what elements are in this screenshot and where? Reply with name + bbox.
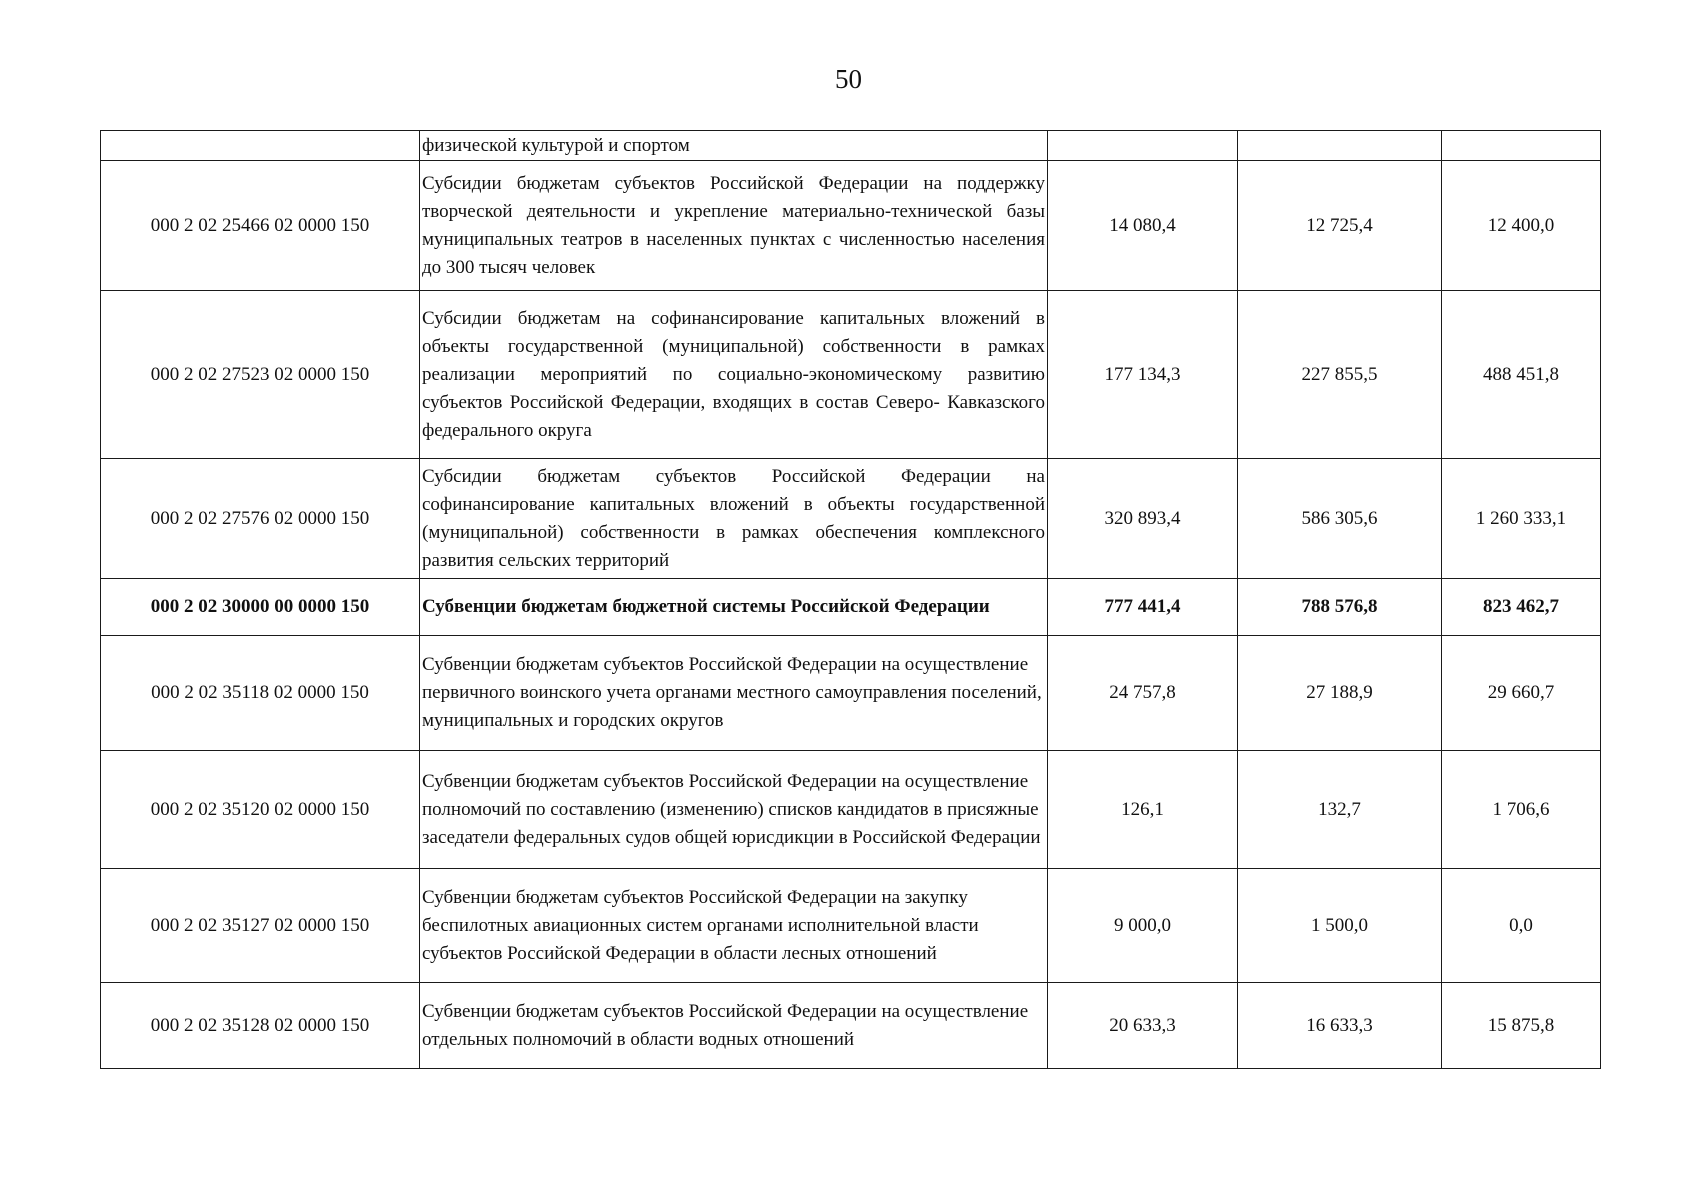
row-value-3-cell: 488 451,8 <box>1442 291 1601 459</box>
row-value-2-cell: 788 576,8 <box>1238 579 1442 636</box>
row-value-2-cell: 27 188,9 <box>1238 636 1442 751</box>
table-row <box>101 636 1601 751</box>
row-value-3-cell: 15 875,8 <box>1442 983 1601 1069</box>
row-description-cell: Субвенции бюджетам субъектов Российской Федерации на осуществление первичного воинского учета органами местного самоуправления поселений, муниципальных и городских округов <box>420 636 1048 751</box>
row-value-1-cell: 777 441,4 <box>1048 579 1238 636</box>
row-value-1-cell: 177 134,3 <box>1048 291 1238 459</box>
row-value-3-cell: 29 660,7 <box>1442 636 1601 751</box>
row-value-1-cell: 320 893,4 <box>1048 459 1238 579</box>
row-code-cell: 000 2 02 35120 02 0000 150 <box>101 751 420 869</box>
table-row <box>101 869 1601 983</box>
row-value-2-cell: 16 633,3 <box>1238 983 1442 1069</box>
table-row <box>101 131 1601 161</box>
row-value-3-cell: 1 260 333,1 <box>1442 459 1601 579</box>
row-value-2-cell: 227 855,5 <box>1238 291 1442 459</box>
table-row <box>101 161 1601 291</box>
budget-table <box>100 130 1601 1069</box>
row-code-cell: 000 2 02 27523 02 0000 150 <box>101 291 420 459</box>
row-description-cell: Субвенции бюджетам субъектов Российской Федерации на закупку беспилотных авиационных систем органами исполнительной власти субъектов Российской Федерации в области лесных отношений <box>420 869 1048 983</box>
row-value-2-cell: 586 305,6 <box>1238 459 1442 579</box>
row-code-cell: 000 2 02 27576 02 0000 150 <box>101 459 420 579</box>
row-value-3-cell: 823 462,7 <box>1442 579 1601 636</box>
row-description-cell: Субвенции бюджетам субъектов Российской Федерации на осуществление полномочий по составлению (изменению) списков кандидатов в присяжные заседатели федеральных судов общей юрисдикции в Российской Федерации <box>420 751 1048 869</box>
row-value-1-cell: 20 633,3 <box>1048 983 1238 1069</box>
row-value-3-cell: 1 706,6 <box>1442 751 1601 869</box>
budget-table-body <box>101 131 1601 1069</box>
row-value-3-cell: 12 400,0 <box>1442 161 1601 291</box>
row-value-1-cell <box>1048 131 1238 161</box>
row-value-3-cell: 0,0 <box>1442 869 1601 983</box>
row-code-cell: 000 2 02 35118 02 0000 150 <box>101 636 420 751</box>
row-code-cell: 000 2 02 35127 02 0000 150 <box>101 869 420 983</box>
row-value-2-cell: 12 725,4 <box>1238 161 1442 291</box>
row-code-cell <box>101 131 420 161</box>
row-value-2-cell: 1 500,0 <box>1238 869 1442 983</box>
page-number: 50 <box>835 64 862 94</box>
row-code-cell: 000 2 02 35128 02 0000 150 <box>101 983 420 1069</box>
row-value-2-cell: 132,7 <box>1238 751 1442 869</box>
table-row <box>101 291 1601 459</box>
row-description-cell: Субсидии бюджетам субъектов Российской Федерации на софинансирование капитальных вложений в объекты государственной (муниципальной) собственности в рамках обеспечения комплексного развития сельских территорий <box>420 459 1048 579</box>
row-description-cell: Субвенции бюджетам бюджетной системы Российской Федерации <box>420 579 1048 636</box>
row-value-1-cell: 126,1 <box>1048 751 1238 869</box>
row-description-cell: Субвенции бюджетам субъектов Российской Федерации на осуществление отдельных полномочий в области водных отношений <box>420 983 1048 1069</box>
row-value-2-cell <box>1238 131 1442 161</box>
row-code-cell: 000 2 02 30000 00 0000 150 <box>101 579 420 636</box>
table-row <box>101 579 1601 636</box>
row-value-1-cell: 14 080,4 <box>1048 161 1238 291</box>
row-value-3-cell <box>1442 131 1601 161</box>
row-description-cell: Субсидии бюджетам субъектов Российской Федерации на поддержку творческой деятельности и укрепление материально-технической базы муниципальных театров в населенных пунктах с численностью населения до 300 тысяч человек <box>420 161 1048 291</box>
table-row <box>101 983 1601 1069</box>
table-row <box>101 751 1601 869</box>
row-description-cell: Субсидии бюджетам на софинансирование капитальных вложений в объекты государственной (муниципальной) собственности в рамках реализации мероприятий по социально-экономическому развитию субъектов Российской Федерации, входящих в состав Северо- Кавказского федерального округа <box>420 291 1048 459</box>
table-row <box>101 459 1601 579</box>
row-value-1-cell: 24 757,8 <box>1048 636 1238 751</box>
row-value-1-cell: 9 000,0 <box>1048 869 1238 983</box>
row-description-cell: физической культурой и спортом <box>420 131 1048 161</box>
row-code-cell: 000 2 02 25466 02 0000 150 <box>101 161 420 291</box>
